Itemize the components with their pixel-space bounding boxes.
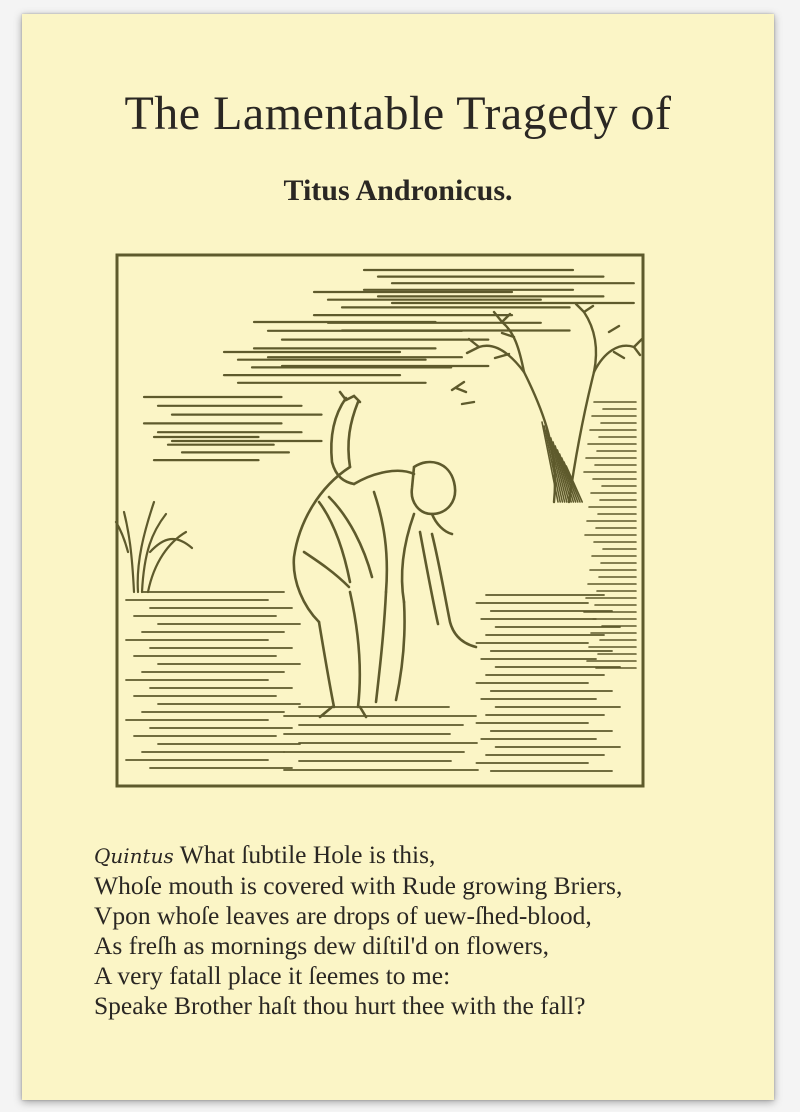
verse-line: Quintus What ſubtile Hole is this, <box>94 840 436 869</box>
verse-line: As freſh as mornings dew diſtil'd on flowers, <box>94 931 550 960</box>
play-subtitle: Titus Andronicus. <box>283 174 513 207</box>
title-page <box>22 14 774 1100</box>
verse-passage <box>94 840 734 1021</box>
verse-line: Whoſe mouth is covered with Rude growing Briers, <box>94 871 623 900</box>
verse-line: Speake Brother haſt thou hurt thee with the fall? <box>94 991 586 1020</box>
speaker-name: Quintus <box>94 844 174 868</box>
play-title: The Lamentable Tragedy of <box>124 87 672 140</box>
cloud-hatching <box>144 270 634 460</box>
rock-hatching <box>584 402 636 668</box>
reeds <box>116 502 192 592</box>
ground-hatching <box>126 592 620 771</box>
verse-line: Vpon whoſe leaves are drops of uew-ſhed-blood, <box>94 901 592 930</box>
verse-line: A very fatall place it ſeemes to me: <box>94 961 451 990</box>
woodcut-illustration <box>114 252 646 789</box>
